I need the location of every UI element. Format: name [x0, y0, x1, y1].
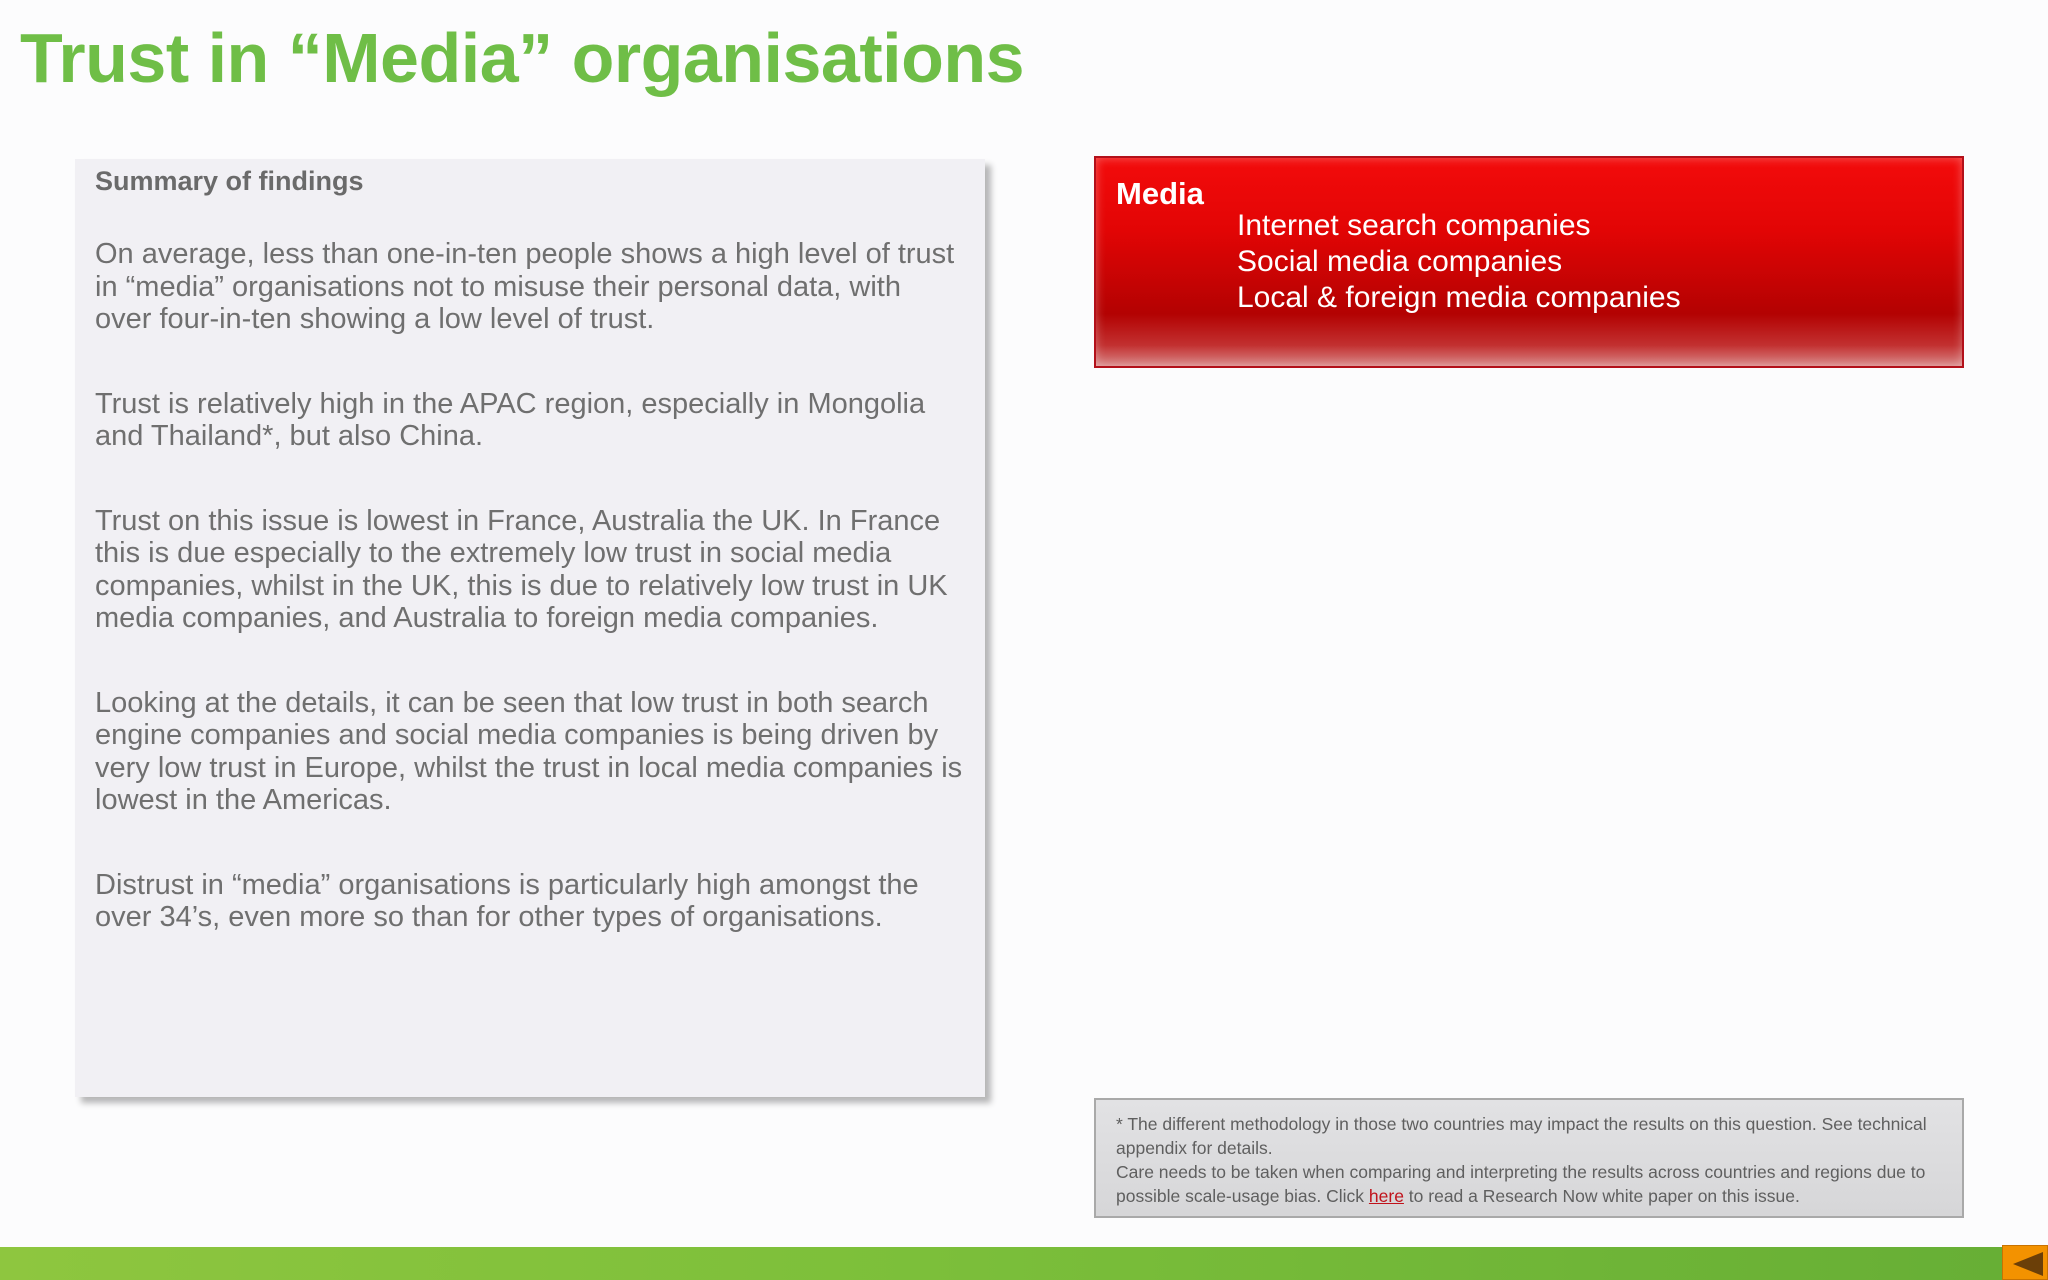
summary-paragraph: Trust on this issue is lowest in France, Australia the UK. In France this is due especially to the extremely low trust in social media companies, whilst in the UK, this is due to relatively low trust in UK media companies, and Australia to foreign media companies.: [95, 504, 948, 634]
summary-paragraph: Trust is relatively high in the APAC region, especially in Mongolia and Thailand*, but also China.: [95, 387, 926, 452]
white-paper-link[interactable]: here: [1368, 1186, 1404, 1206]
footnote-scale-bias-text: Care needs to be taken when comparing and interpreting the results across countries and regions due to possible scale-usage bias. Click: [1116, 1162, 1926, 1206]
media-box-title: Media: [1116, 176, 1204, 211]
summary-paragraph: Distrust in “media” organisations is particularly high amongst the over 34’s, even more so than for other types of organisations.: [95, 868, 919, 933]
footnote-methodology: * The different methodology in those two countries may impact the results on this question. See technical appendix for details.: [1116, 1114, 1927, 1158]
bottom-bar: [0, 1247, 2048, 1280]
back-button[interactable]: [2002, 1245, 2048, 1280]
media-category-item: Internet search companies: [1237, 209, 1591, 242]
footnote-scale-bias: [1116, 1160, 1942, 1208]
summary-paragraph: On average, less than one-in-ten people shows a high level of trust in “media” organisations not to misuse their personal data, with over four-in-ten showing a low level of trust.: [95, 238, 955, 335]
footnote-scale-bias-text-end: to read a Research Now white paper on this issue.: [1403, 1186, 1800, 1206]
media-category-box: [1094, 156, 1964, 368]
summary-heading: Summary of findings: [95, 166, 364, 196]
page-title: Trust in “Media” organisations: [20, 19, 1025, 97]
media-category-item: Local & foreign media companies: [1237, 281, 1681, 314]
media-category-list: [1237, 208, 1681, 316]
summary-panel: [75, 159, 985, 1097]
media-category-item: Social media companies: [1237, 245, 1563, 278]
summary-paragraph: Looking at the details, it can be seen that low trust in both search engine companies and social media companies is being driven by very low trust in Europe, whilst the trust in local media companies is lowest in the Americas.: [95, 686, 963, 816]
triangle-left-icon: [2003, 1246, 2047, 1279]
footnote-box: [1094, 1098, 1964, 1218]
